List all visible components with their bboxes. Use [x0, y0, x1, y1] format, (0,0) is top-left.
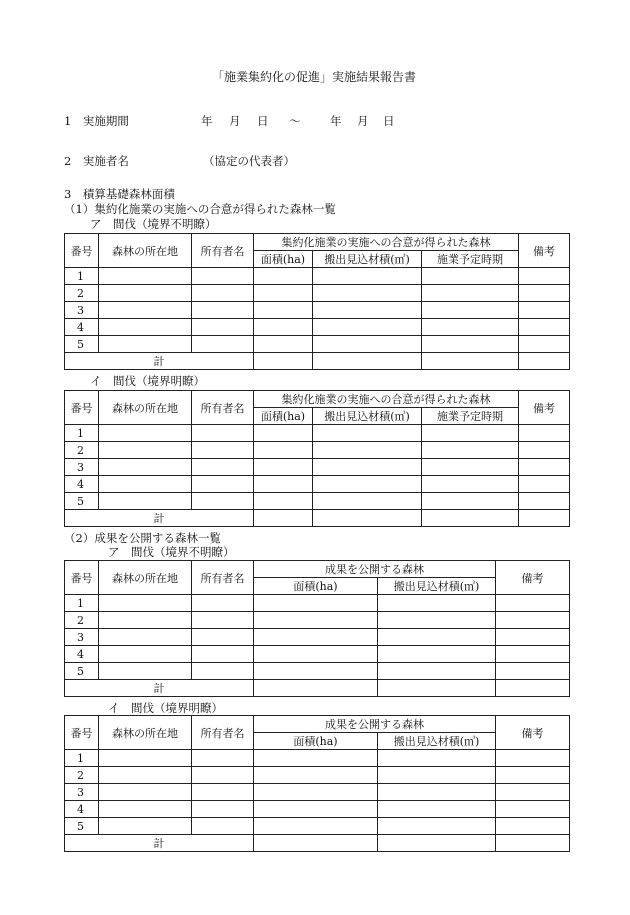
header-volume: 搬出見込材積(㎥): [378, 733, 496, 750]
header-agreement-group: 集約化施業の実施への合意が得られた森林: [254, 234, 519, 251]
header-public-group: 成果を公開する森林: [254, 716, 496, 733]
header-volume: 搬出見込材積(㎥): [313, 408, 422, 425]
row-number: 2: [65, 285, 99, 302]
document-title: 「施業集約化の促進」実施結果報告書: [212, 70, 417, 84]
row-number: 3: [65, 459, 99, 476]
header-remarks: 備考: [496, 561, 570, 595]
header-agreement-group: 集約化施業の実施への合意が得られた森林: [254, 391, 519, 408]
subsection2-a-heading: ア 間伐（境界不明瞭）: [108, 545, 235, 559]
row-number: 2: [65, 612, 99, 629]
section2-note: （協定の代表者）: [203, 154, 295, 168]
subsection2-heading: （2）成果を公開する森林一覧: [64, 531, 221, 545]
row-number: 3: [65, 629, 99, 646]
header-no: 番号: [65, 234, 99, 268]
total-label: 計: [65, 510, 254, 527]
period-tilde: ～: [289, 114, 301, 128]
header-area: 面積(ha): [254, 578, 378, 595]
row-number: 5: [65, 818, 99, 835]
row-number: 4: [65, 319, 99, 336]
header-no: 番号: [65, 391, 99, 425]
header-area: 面積(ha): [254, 733, 378, 750]
end-month-label: 月: [357, 114, 369, 128]
start-month-label: 月: [229, 114, 241, 128]
header-no: 番号: [65, 561, 99, 595]
header-public-group: 成果を公開する森林: [254, 561, 496, 578]
end-year-label: 年: [330, 114, 342, 128]
row-number: 4: [65, 646, 99, 663]
start-year-label: 年: [201, 114, 213, 128]
row-number: 2: [65, 767, 99, 784]
row-number: 1: [65, 750, 99, 767]
header-volume: 搬出見込材積(㎥): [378, 578, 496, 595]
agreement-table-clear: [64, 390, 570, 527]
public-results-table-unclear: [64, 560, 570, 697]
row-number: 5: [65, 336, 99, 353]
header-no: 番号: [65, 716, 99, 750]
header-location: 森林の所在地: [99, 716, 192, 750]
header-volume: 搬出見込材積(㎥): [313, 251, 422, 268]
header-owner: 所有者名: [192, 234, 254, 268]
start-day-label: 日: [257, 114, 269, 128]
header-area: 面積(ha): [254, 251, 313, 268]
header-remarks: 備考: [519, 234, 570, 268]
end-day-label: 日: [383, 114, 395, 128]
subsection1-heading: （1）集約化施業の実施への合意が得られた森林一覧: [64, 202, 336, 216]
row-number: 5: [65, 493, 99, 510]
section3-label: 3 積算基礎森林面積: [64, 187, 175, 201]
total-label: 計: [65, 680, 254, 697]
header-owner: 所有者名: [192, 391, 254, 425]
section1-label: 1 実施期間: [64, 114, 129, 128]
subsection1-i-heading: イ 間伐（境界明瞭）: [90, 374, 205, 388]
row-number: 1: [65, 595, 99, 612]
row-number: 3: [65, 784, 99, 801]
header-schedule: 施業予定時期: [422, 251, 519, 268]
public-results-table-clear: [64, 715, 570, 852]
total-label: 計: [65, 353, 254, 370]
row-number: 4: [65, 801, 99, 818]
subsection1-a-heading: ア 間伐（境界不明瞭）: [90, 217, 217, 231]
header-location: 森林の所在地: [99, 561, 192, 595]
agreement-table-unclear: [64, 233, 570, 370]
header-owner: 所有者名: [192, 716, 254, 750]
header-schedule: 施業予定時期: [422, 408, 519, 425]
header-owner: 所有者名: [192, 561, 254, 595]
row-number: 4: [65, 476, 99, 493]
header-location: 森林の所在地: [99, 234, 192, 268]
header-location: 森林の所在地: [99, 391, 192, 425]
row-number: 1: [65, 425, 99, 442]
header-remarks: 備考: [519, 391, 570, 425]
section2-label: 2 実施者名: [64, 154, 129, 168]
row-number: 2: [65, 442, 99, 459]
subsection2-i-heading: イ 間伐（境界明瞭）: [108, 701, 223, 715]
row-number: 3: [65, 302, 99, 319]
header-area: 面積(ha): [254, 408, 313, 425]
row-number: 5: [65, 663, 99, 680]
total-label: 計: [65, 835, 254, 852]
header-remarks: 備考: [496, 716, 570, 750]
row-number: 1: [65, 268, 99, 285]
